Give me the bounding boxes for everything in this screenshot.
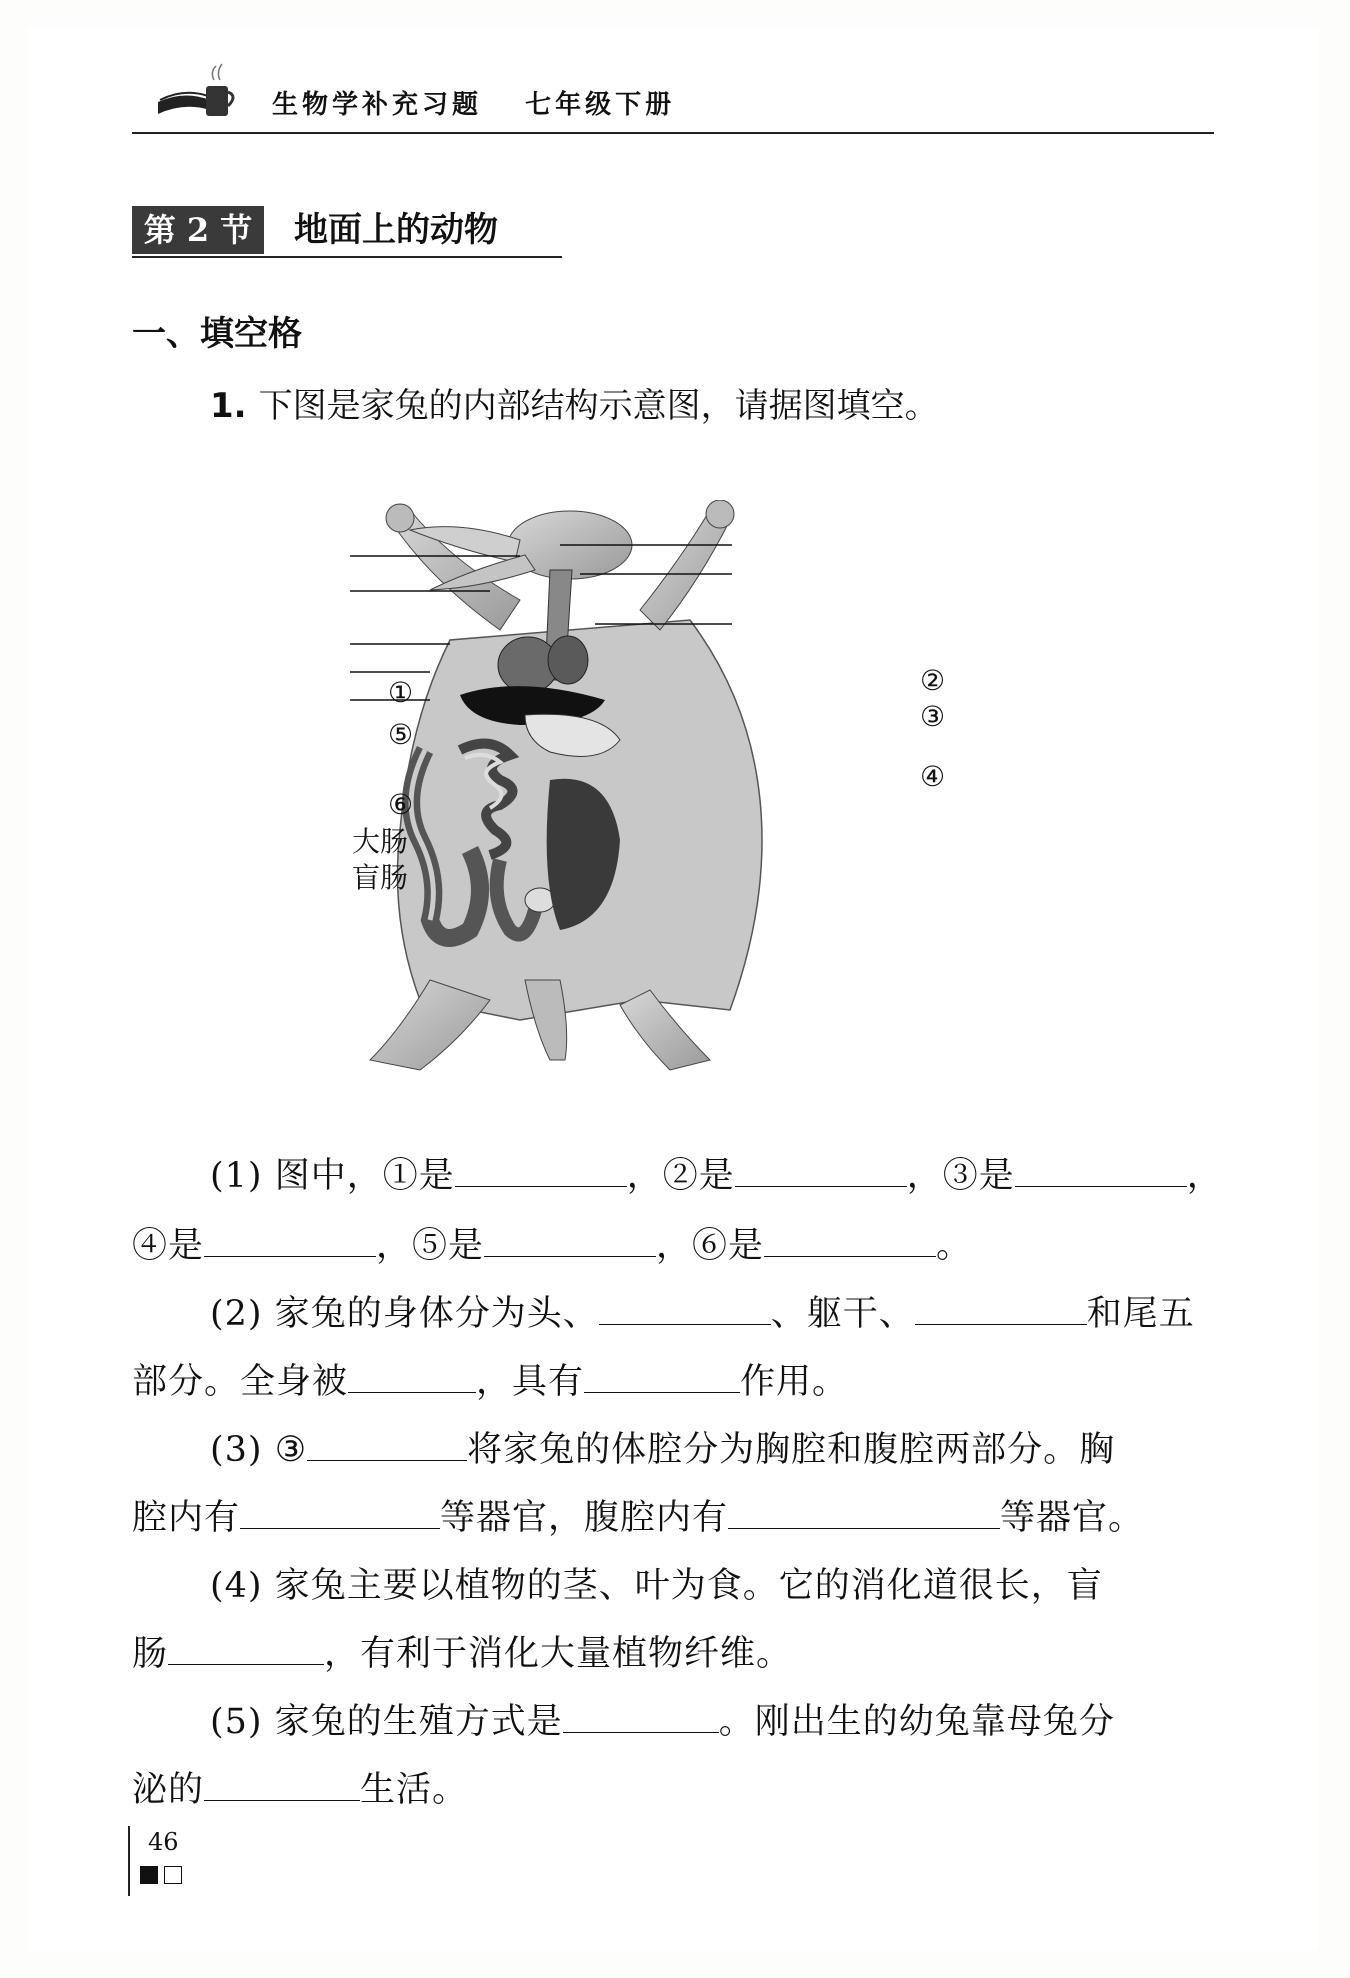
section-title: 地面上的动物 bbox=[294, 210, 498, 250]
text: 和尾五 bbox=[1086, 1294, 1195, 1334]
text: 肠 bbox=[132, 1634, 169, 1674]
text: 。刚出生的幼兔靠母兔分 bbox=[718, 1702, 1115, 1742]
sub-question-4-line-1 bbox=[210, 1558, 1103, 1608]
sub-question-2-line-1 bbox=[210, 1286, 1195, 1336]
blank-15[interactable] bbox=[563, 1702, 719, 1733]
text: ，有利于消化大量植物纤维。 bbox=[324, 1634, 793, 1674]
blank-3[interactable] bbox=[1015, 1156, 1187, 1187]
blank-6[interactable] bbox=[764, 1226, 936, 1257]
label-3: ③ bbox=[920, 700, 946, 733]
sub-question-5-line-2 bbox=[132, 1762, 468, 1812]
book-title: 生物学补充习题 bbox=[272, 90, 483, 120]
sub-question-3-line-1 bbox=[210, 1422, 1115, 1472]
label-2: ② bbox=[920, 664, 946, 697]
blank-1[interactable] bbox=[455, 1156, 627, 1187]
label-6: ⑥ bbox=[388, 788, 414, 821]
label-1: ① bbox=[388, 676, 414, 709]
question-number: 1. bbox=[210, 386, 247, 426]
label-large-intestine: 大肠 bbox=[352, 825, 409, 858]
text: 等器官，腹腔内有 bbox=[440, 1498, 729, 1538]
rabbit-body-drawing bbox=[370, 500, 762, 1070]
filled-square-icon bbox=[140, 1866, 158, 1884]
text: ④是 bbox=[132, 1226, 205, 1266]
book-and-cup-icon bbox=[154, 60, 238, 126]
text: 作用。 bbox=[740, 1362, 849, 1402]
text: ，具有 bbox=[476, 1362, 585, 1402]
text: ， bbox=[1186, 1156, 1223, 1196]
label-cecum: 盲肠 bbox=[352, 861, 409, 894]
question-text: 下图是家兔的内部结构示意图，请据图填空。 bbox=[258, 386, 939, 426]
text: ，⑥是 bbox=[656, 1226, 765, 1266]
empty-square-icon bbox=[164, 1866, 182, 1884]
sub-question-1-line-2 bbox=[132, 1218, 972, 1268]
text: ，③是 bbox=[906, 1156, 1015, 1196]
text: 泌的 bbox=[132, 1770, 205, 1810]
section-heading bbox=[132, 206, 562, 258]
text: 将家兔的体腔分为胸腔和腹腔两部分。胸 bbox=[467, 1430, 1116, 1470]
blank-2[interactable] bbox=[735, 1156, 907, 1187]
sub-question-5-line-1 bbox=[210, 1694, 1115, 1744]
text: 腔内有 bbox=[132, 1498, 241, 1538]
text: 部分。全身被 bbox=[132, 1362, 349, 1402]
blank-16[interactable] bbox=[204, 1770, 360, 1801]
running-header bbox=[132, 50, 1214, 134]
label-4: ④ bbox=[920, 760, 946, 793]
text: (4) 家兔主要以植物的茎、叶为食。它的消化道很长，盲 bbox=[210, 1566, 1103, 1606]
text: ，②是 bbox=[626, 1156, 735, 1196]
text: 生活。 bbox=[360, 1770, 469, 1810]
label-5: ⑤ bbox=[388, 718, 414, 751]
blank-13[interactable] bbox=[728, 1498, 1000, 1529]
text: 。 bbox=[936, 1226, 973, 1266]
blank-4[interactable] bbox=[204, 1226, 376, 1257]
part-title: 一、填空格 bbox=[132, 314, 302, 354]
sub-question-2-line-2 bbox=[132, 1354, 848, 1404]
text: ，⑤是 bbox=[376, 1226, 485, 1266]
blank-10[interactable] bbox=[584, 1362, 740, 1393]
sub-question-1-line-1 bbox=[210, 1148, 1223, 1198]
blank-12[interactable] bbox=[240, 1498, 440, 1529]
text: (1) 图中，①是 bbox=[210, 1156, 455, 1196]
text: (2) 家兔的身体分为头、 bbox=[210, 1294, 599, 1334]
text: (5) 家兔的生殖方式是 bbox=[210, 1702, 563, 1742]
blank-9[interactable] bbox=[348, 1362, 476, 1393]
header-title bbox=[272, 84, 675, 121]
question-1 bbox=[210, 378, 939, 427]
text: (3) ③ bbox=[210, 1430, 308, 1470]
rabbit-anatomy-figure bbox=[350, 500, 970, 1090]
blank-5[interactable] bbox=[484, 1226, 656, 1257]
blank-14[interactable] bbox=[168, 1634, 324, 1665]
text: 、躯干、 bbox=[770, 1294, 915, 1334]
blank-8[interactable] bbox=[915, 1294, 1087, 1325]
blank-7[interactable] bbox=[599, 1294, 771, 1325]
text: 等器官。 bbox=[1000, 1498, 1145, 1538]
footer-divider bbox=[128, 1826, 130, 1896]
page-number: 46 bbox=[148, 1828, 179, 1856]
sub-question-3-line-2 bbox=[132, 1490, 1144, 1540]
blank-11[interactable] bbox=[307, 1430, 467, 1461]
section-number: 第 2 节 bbox=[132, 206, 264, 254]
grade-label: 七年级下册 bbox=[525, 90, 676, 120]
sub-question-4-line-2 bbox=[132, 1626, 792, 1676]
